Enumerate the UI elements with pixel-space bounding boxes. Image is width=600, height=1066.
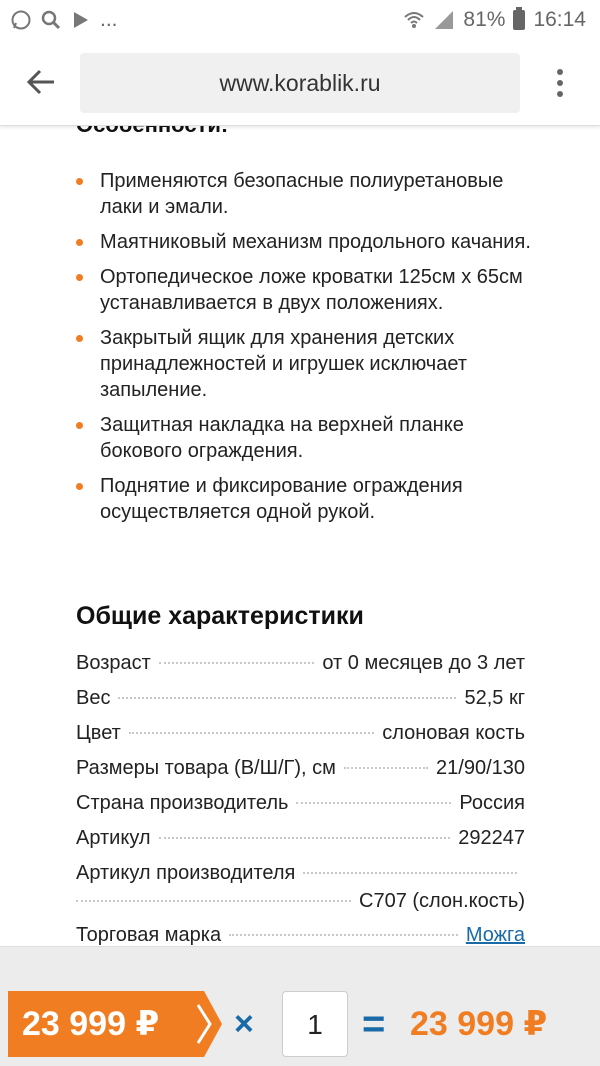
multiply-icon: × <box>234 1005 254 1043</box>
browser-toolbar <box>0 40 600 126</box>
price-tag <box>8 991 222 1057</box>
url-bar[interactable]: www.korablik.ru <box>80 53 520 113</box>
spec-row-weight: Вес 52,5 кг <box>76 687 525 709</box>
bullet-icon <box>76 335 83 342</box>
spec-row-country: Страна производитель Россия <box>76 792 525 814</box>
equals-icon: = <box>362 1002 386 1046</box>
back-arrow-icon[interactable] <box>24 65 58 99</box>
brand-link[interactable]: Можга <box>465 924 525 946</box>
feature-item: Поднятие и фиксирование ограждения осуществляется одной рукой. <box>76 473 546 525</box>
spec-row-brand: Торговая марка Можга <box>76 924 525 946</box>
search-icon <box>40 9 62 31</box>
characteristics-title: Общие характеристики <box>76 602 364 630</box>
feature-item: Защитная накладка на верхней планке бокового ограждения. <box>76 412 546 464</box>
more-notifications: ... <box>100 8 118 31</box>
status-bar <box>0 0 600 40</box>
features-list <box>76 168 546 534</box>
total-price: 23 999 ₽ <box>410 1005 548 1043</box>
quantity-input[interactable]: 1 <box>282 991 348 1057</box>
battery-percent: 81% <box>463 8 506 31</box>
notification-icon <box>70 9 92 31</box>
spec-row-manufacturer-article: Артикул производителя C707 (слон.кость) <box>76 862 525 912</box>
bullet-icon <box>76 483 83 490</box>
signal-icon <box>433 9 455 31</box>
battery-icon <box>513 10 525 30</box>
bullet-icon <box>76 239 83 246</box>
spec-row-dimensions: Размеры товара (В/Ш/Г), см 21/90/130 <box>76 757 525 779</box>
unit-price: 23 999 ₽ <box>22 1005 160 1043</box>
spec-row-age: Возраст от 0 месяцев до 3 лет <box>76 652 525 674</box>
spec-row-color: Цвет слоновая кость <box>76 722 525 744</box>
bullet-icon <box>76 422 83 429</box>
bullet-icon <box>76 178 83 185</box>
clock: 16:14 <box>533 8 586 31</box>
bullet-icon <box>76 274 83 281</box>
spec-row-article: Артикул 292247 <box>76 827 525 849</box>
feature-item: Ортопедическое ложе кроватки 125см х 65см устанавливается в двух положениях. <box>76 264 546 316</box>
feature-item: Закрытый ящик для хранения детских принадлежностей и игрушек исключает запыление. <box>76 325 546 403</box>
overflow-menu-icon[interactable] <box>550 65 570 101</box>
purchase-footer <box>0 946 600 1066</box>
feature-item: Применяются безопасные полиуретановые лаки и эмали. <box>76 168 546 220</box>
wifi-icon <box>403 9 425 31</box>
page-content <box>0 110 600 946</box>
feature-item: Маятниковый механизм продольного качания. <box>76 229 546 255</box>
whatsapp-icon <box>10 9 32 31</box>
